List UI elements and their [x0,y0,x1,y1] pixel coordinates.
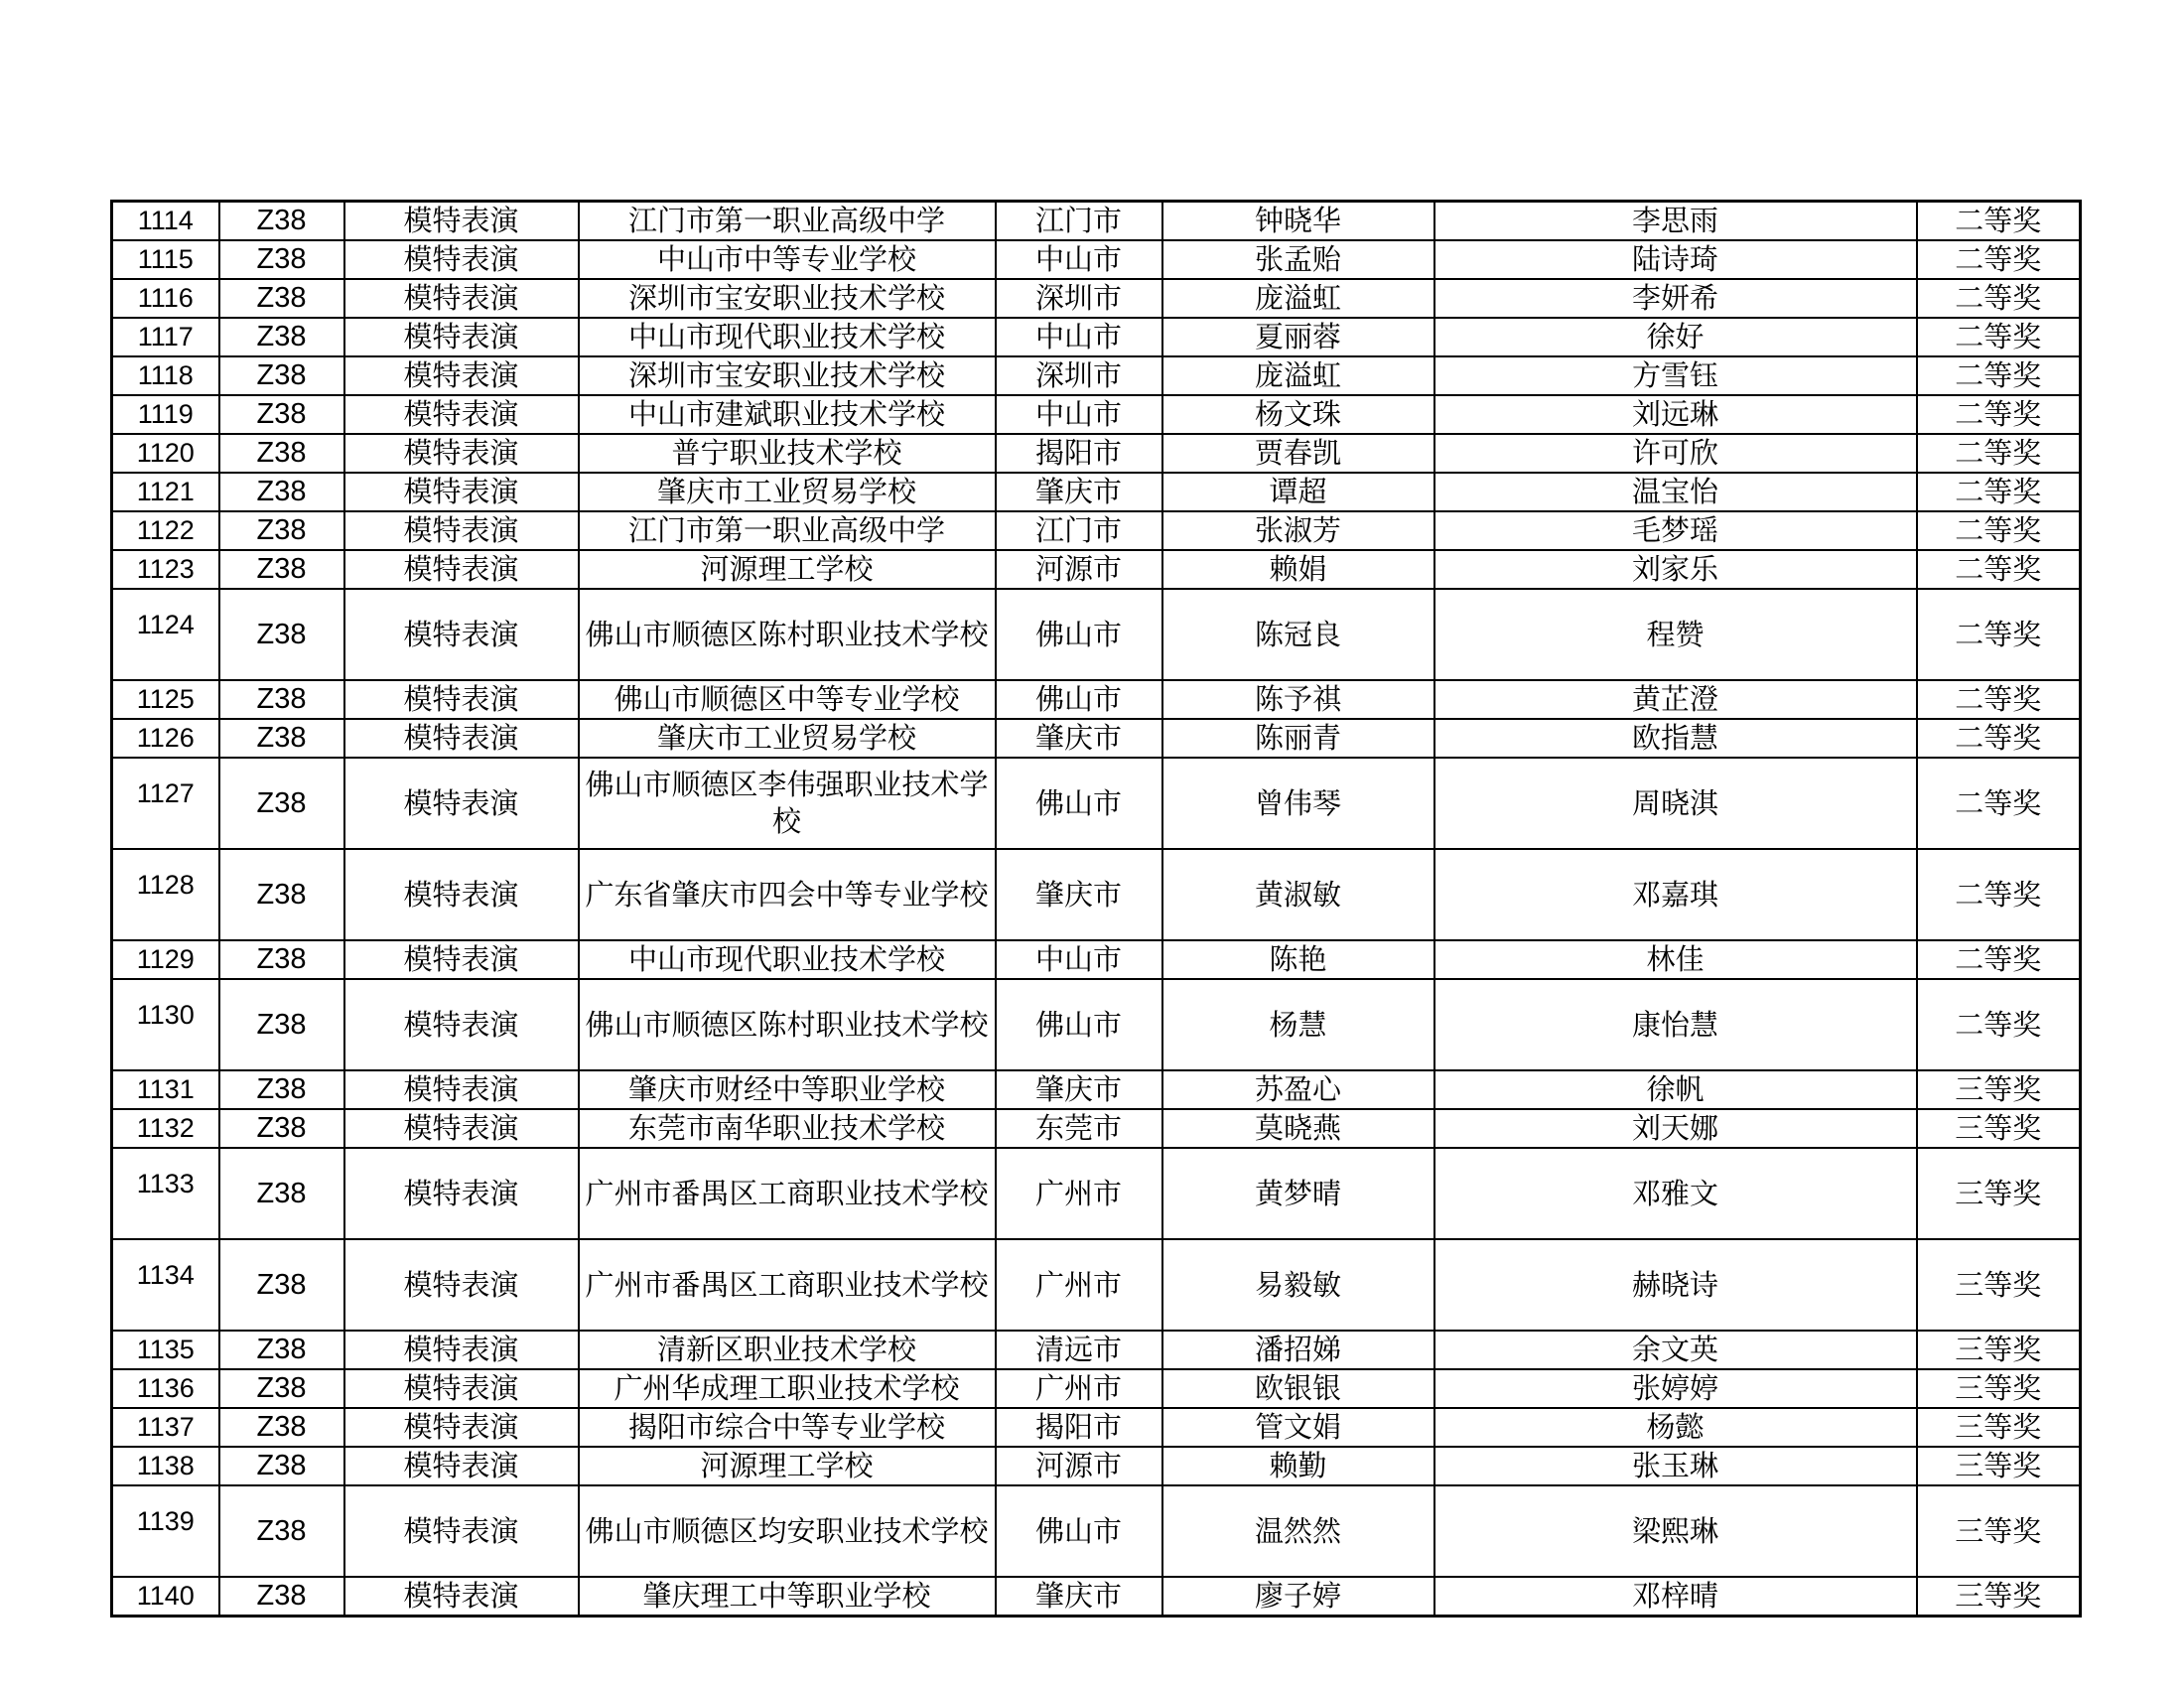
table-row [112,511,2081,550]
row-number: 1135 [112,1331,219,1369]
event-code: Z38 [219,395,344,434]
teacher-name: 黄淑敏 [1162,849,1434,940]
student-name: 杨懿 [1434,1408,1917,1447]
teacher-name: 陈冠良 [1162,589,1434,680]
student-name: 徐好 [1434,318,1917,356]
table-row [112,1447,2081,1485]
row-number: 1127 [112,758,219,849]
student-name: 刘家乐 [1434,550,1917,589]
student-name: 毛梦瑶 [1434,511,1917,550]
teacher-name: 庞溢虹 [1162,356,1434,395]
award-level: 二等奖 [1917,680,2081,719]
table-row [112,1331,2081,1369]
award-level: 三等奖 [1917,1239,2081,1331]
table-row [112,849,2081,940]
student-name: 徐帆 [1434,1070,1917,1109]
event-code: Z38 [219,1447,344,1485]
city-name: 河源市 [996,550,1162,589]
teacher-name: 黄梦晴 [1162,1148,1434,1239]
student-name: 邓雅文 [1434,1148,1917,1239]
row-number: 1118 [112,356,219,395]
event-name: 模特表演 [344,1485,579,1577]
city-name: 肇庆市 [996,473,1162,511]
event-code: Z38 [219,979,344,1070]
table-row [112,279,2081,318]
award-level: 三等奖 [1917,1070,2081,1109]
teacher-name: 欧银银 [1162,1369,1434,1408]
table-row [112,1070,2081,1109]
table-row [112,680,2081,719]
teacher-name: 曾伟琴 [1162,758,1434,849]
event-code: Z38 [219,1331,344,1369]
award-level: 二等奖 [1917,202,2081,241]
student-name: 张玉琳 [1434,1447,1917,1485]
award-level: 二等奖 [1917,279,2081,318]
table-row [112,202,2081,241]
school-name: 佛山市顺德区陈村职业技术学校 [579,589,996,680]
award-level: 二等奖 [1917,240,2081,279]
row-number: 1120 [112,434,219,473]
school-name: 深圳市宝安职业技术学校 [579,356,996,395]
school-name: 肇庆理工中等职业学校 [579,1577,996,1617]
event-name: 模特表演 [344,979,579,1070]
school-name: 广州市番禺区工商职业技术学校 [579,1239,996,1331]
award-level: 三等奖 [1917,1331,2081,1369]
event-code: Z38 [219,1109,344,1148]
event-code: Z38 [219,1148,344,1239]
table-row [112,434,2081,473]
teacher-name: 钟晓华 [1162,202,1434,241]
award-level: 三等奖 [1917,1369,2081,1408]
teacher-name: 潘招娣 [1162,1331,1434,1369]
row-number: 1114 [112,202,219,241]
row-number: 1123 [112,550,219,589]
event-name: 模特表演 [344,719,579,758]
city-name: 广州市 [996,1369,1162,1408]
student-name: 周晓淇 [1434,758,1917,849]
school-name: 广东省肇庆市四会中等专业学校 [579,849,996,940]
event-name: 模特表演 [344,1239,579,1331]
event-code: Z38 [219,434,344,473]
event-code: Z38 [219,680,344,719]
school-name: 肇庆市工业贸易学校 [579,473,996,511]
event-name: 模特表演 [344,434,579,473]
city-name: 肇庆市 [996,849,1162,940]
school-name: 广州华成理工职业技术学校 [579,1369,996,1408]
table-row [112,1485,2081,1577]
event-name: 模特表演 [344,1148,579,1239]
award-level: 三等奖 [1917,1408,2081,1447]
table-row [112,356,2081,395]
student-name: 温宝怡 [1434,473,1917,511]
event-code: Z38 [219,1239,344,1331]
teacher-name: 贾春凯 [1162,434,1434,473]
table-row [112,473,2081,511]
student-name: 李思雨 [1434,202,1917,241]
city-name: 佛山市 [996,680,1162,719]
school-name: 东莞市南华职业技术学校 [579,1109,996,1148]
event-name: 模特表演 [344,1408,579,1447]
table-row [112,589,2081,680]
table-row [112,550,2081,589]
award-level: 三等奖 [1917,1148,2081,1239]
city-name: 中山市 [996,940,1162,979]
city-name: 东莞市 [996,1109,1162,1148]
event-name: 模特表演 [344,202,579,241]
event-code: Z38 [219,758,344,849]
teacher-name: 杨慧 [1162,979,1434,1070]
row-number: 1116 [112,279,219,318]
teacher-name: 陈丽青 [1162,719,1434,758]
city-name: 肇庆市 [996,1070,1162,1109]
event-code: Z38 [219,511,344,550]
event-code: Z38 [219,356,344,395]
teacher-name: 杨文珠 [1162,395,1434,434]
city-name: 揭阳市 [996,1408,1162,1447]
event-name: 模特表演 [344,550,579,589]
award-level: 二等奖 [1917,434,2081,473]
student-name: 余文英 [1434,1331,1917,1369]
city-name: 广州市 [996,1239,1162,1331]
event-code: Z38 [219,719,344,758]
row-number: 1121 [112,473,219,511]
event-code: Z38 [219,1070,344,1109]
teacher-name: 易毅敏 [1162,1239,1434,1331]
event-code: Z38 [219,550,344,589]
event-code: Z38 [219,940,344,979]
event-code: Z38 [219,1408,344,1447]
teacher-name: 张孟贻 [1162,240,1434,279]
city-name: 佛山市 [996,758,1162,849]
award-level: 二等奖 [1917,356,2081,395]
city-name: 深圳市 [996,279,1162,318]
event-name: 模特表演 [344,279,579,318]
award-level: 二等奖 [1917,589,2081,680]
teacher-name: 庞溢虹 [1162,279,1434,318]
event-name: 模特表演 [344,240,579,279]
teacher-name: 夏丽蓉 [1162,318,1434,356]
row-number: 1122 [112,511,219,550]
school-name: 揭阳市综合中等专业学校 [579,1408,996,1447]
row-number: 1128 [112,849,219,940]
student-name: 许可欣 [1434,434,1917,473]
city-name: 中山市 [996,318,1162,356]
row-number: 1117 [112,318,219,356]
student-name: 邓嘉琪 [1434,849,1917,940]
teacher-name: 陈艳 [1162,940,1434,979]
student-name: 张婷婷 [1434,1369,1917,1408]
award-level: 二等奖 [1917,979,2081,1070]
city-name: 江门市 [996,202,1162,241]
student-name: 刘天娜 [1434,1109,1917,1148]
city-name: 江门市 [996,511,1162,550]
city-name: 肇庆市 [996,1577,1162,1617]
event-name: 模特表演 [344,511,579,550]
city-name: 中山市 [996,395,1162,434]
student-name: 程赞 [1434,589,1917,680]
award-level: 二等奖 [1917,473,2081,511]
award-level: 二等奖 [1917,318,2081,356]
school-name: 广州市番禺区工商职业技术学校 [579,1148,996,1239]
event-name: 模特表演 [344,395,579,434]
event-code: Z38 [219,473,344,511]
event-code: Z38 [219,1485,344,1577]
event-code: Z38 [219,849,344,940]
school-name: 佛山市顺德区陈村职业技术学校 [579,979,996,1070]
student-name: 方雪钰 [1434,356,1917,395]
row-number: 1130 [112,979,219,1070]
table-row [112,1109,2081,1148]
award-level: 二等奖 [1917,849,2081,940]
event-code: Z38 [219,202,344,241]
school-name: 佛山市顺德区中等专业学校 [579,680,996,719]
event-name: 模特表演 [344,1109,579,1148]
teacher-name: 温然然 [1162,1485,1434,1577]
row-number: 1119 [112,395,219,434]
event-code: Z38 [219,240,344,279]
event-code: Z38 [219,1369,344,1408]
row-number: 1136 [112,1369,219,1408]
event-name: 模特表演 [344,680,579,719]
event-name: 模特表演 [344,1577,579,1617]
event-name: 模特表演 [344,1331,579,1369]
table-row [112,240,2081,279]
student-name: 黄芷澄 [1434,680,1917,719]
student-name: 邓梓晴 [1434,1577,1917,1617]
school-name: 河源理工学校 [579,550,996,589]
table-row [112,1369,2081,1408]
city-name: 深圳市 [996,356,1162,395]
event-code: Z38 [219,318,344,356]
table-row [112,758,2081,849]
event-name: 模特表演 [344,849,579,940]
school-name: 中山市中等专业学校 [579,240,996,279]
row-number: 1137 [112,1408,219,1447]
row-number: 1139 [112,1485,219,1577]
student-name: 李妍希 [1434,279,1917,318]
award-level: 三等奖 [1917,1109,2081,1148]
city-name: 河源市 [996,1447,1162,1485]
award-level: 二等奖 [1917,719,2081,758]
school-name: 江门市第一职业高级中学 [579,202,996,241]
school-name: 中山市现代职业技术学校 [579,318,996,356]
award-level: 二等奖 [1917,395,2081,434]
award-level: 二等奖 [1917,550,2081,589]
event-name: 模特表演 [344,356,579,395]
teacher-name: 赖娟 [1162,550,1434,589]
event-name: 模特表演 [344,758,579,849]
school-name: 河源理工学校 [579,1447,996,1485]
event-name: 模特表演 [344,1369,579,1408]
student-name: 林佳 [1434,940,1917,979]
award-level: 三等奖 [1917,1577,2081,1617]
student-name: 欧指慧 [1434,719,1917,758]
teacher-name: 苏盈心 [1162,1070,1434,1109]
table-row [112,1239,2081,1331]
school-name: 中山市现代职业技术学校 [579,940,996,979]
event-name: 模特表演 [344,473,579,511]
award-level: 二等奖 [1917,940,2081,979]
school-name: 清新区职业技术学校 [579,1331,996,1369]
event-code: Z38 [219,279,344,318]
event-name: 模特表演 [344,940,579,979]
school-name: 佛山市顺德区均安职业技术学校 [579,1485,996,1577]
school-name: 深圳市宝安职业技术学校 [579,279,996,318]
table-row [112,318,2081,356]
table-row [112,1148,2081,1239]
city-name: 广州市 [996,1148,1162,1239]
school-name: 肇庆市财经中等职业学校 [579,1070,996,1109]
award-level: 二等奖 [1917,758,2081,849]
table-row [112,719,2081,758]
award-level: 三等奖 [1917,1447,2081,1485]
row-number: 1125 [112,680,219,719]
city-name: 中山市 [996,240,1162,279]
teacher-name: 管文娟 [1162,1408,1434,1447]
student-name: 刘远琳 [1434,395,1917,434]
teacher-name: 莫晓燕 [1162,1109,1434,1148]
table-row [112,1577,2081,1617]
event-code: Z38 [219,1577,344,1617]
row-number: 1115 [112,240,219,279]
event-name: 模特表演 [344,1447,579,1485]
row-number: 1129 [112,940,219,979]
row-number: 1140 [112,1577,219,1617]
row-number: 1133 [112,1148,219,1239]
school-name: 肇庆市工业贸易学校 [579,719,996,758]
table-row [112,940,2081,979]
row-number: 1132 [112,1109,219,1148]
event-code: Z38 [219,589,344,680]
city-name: 佛山市 [996,589,1162,680]
student-name: 梁熙琳 [1434,1485,1917,1577]
awards-table [110,200,2082,1618]
school-name: 普宁职业技术学校 [579,434,996,473]
table-row [112,979,2081,1070]
teacher-name: 陈予祺 [1162,680,1434,719]
teacher-name: 张淑芳 [1162,511,1434,550]
event-name: 模特表演 [344,1070,579,1109]
student-name: 康怡慧 [1434,979,1917,1070]
school-name: 中山市建斌职业技术学校 [579,395,996,434]
award-level: 三等奖 [1917,1485,2081,1577]
row-number: 1124 [112,589,219,680]
row-number: 1126 [112,719,219,758]
event-name: 模特表演 [344,318,579,356]
event-name: 模特表演 [344,589,579,680]
table-row [112,395,2081,434]
school-name: 佛山市顺德区李伟强职业技术学校 [579,758,996,849]
city-name: 清远市 [996,1331,1162,1369]
student-name: 陆诗琦 [1434,240,1917,279]
city-name: 揭阳市 [996,434,1162,473]
award-level: 二等奖 [1917,511,2081,550]
row-number: 1131 [112,1070,219,1109]
row-number: 1134 [112,1239,219,1331]
city-name: 佛山市 [996,979,1162,1070]
row-number: 1138 [112,1447,219,1485]
table-body [112,202,2081,1617]
city-name: 佛山市 [996,1485,1162,1577]
teacher-name: 赖勤 [1162,1447,1434,1485]
school-name: 江门市第一职业高级中学 [579,511,996,550]
teacher-name: 谭超 [1162,473,1434,511]
student-name: 赫晓诗 [1434,1239,1917,1331]
city-name: 肇庆市 [996,719,1162,758]
teacher-name: 廖子婷 [1162,1577,1434,1617]
table-row [112,1408,2081,1447]
